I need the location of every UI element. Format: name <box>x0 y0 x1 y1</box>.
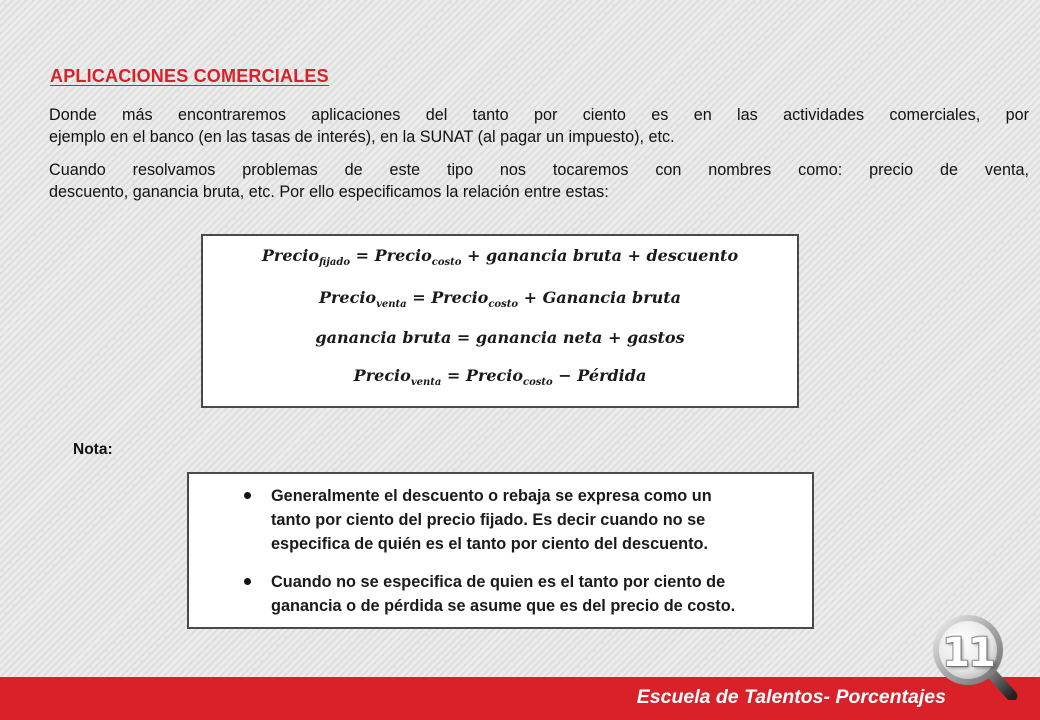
intro-line: Cuando resolvamos problemas de este tipo nos tocaremos con nombres como: precio de venta, <box>49 161 1029 179</box>
bullet-icon <box>244 492 251 499</box>
footer-bar <box>0 677 1040 720</box>
note-item-1 <box>271 484 801 556</box>
section-title: APLICACIONES COMERCIALES <box>50 66 329 86</box>
bullet-icon <box>244 578 251 585</box>
footer-title: Escuela de Talentos- Porcentajes <box>636 686 946 708</box>
note-line: Cuando no se especifica de quien es el tanto por ciento de <box>271 573 726 591</box>
formula-ganancia-bruta: ganancia bruta = ganancia neta + gastos <box>315 328 685 347</box>
page-badge <box>930 612 1018 700</box>
intro-line: descuento, ganancia bruta, etc. Por ello especificamos la relación entre estas: <box>49 183 609 201</box>
note-box <box>187 472 814 629</box>
formula-precio-fijado: Precio$_{fijado}$ = Precio$_{costo}$ + ganancia bruta + descuento <box>261 246 739 268</box>
formula-precio-venta: Precio$_{venta}$ = Precio$_{costo}$ + Ganancia bruta <box>318 288 682 310</box>
note-line: especifica de quién es el tanto por ciento del descuento. <box>271 535 708 553</box>
note-line: Generalmente el descuento o rebaja se expresa como un <box>271 487 712 505</box>
intro-line: Donde más encontraremos aplicaciones del tanto por ciento es en las actividades comerciales, por <box>49 106 1029 124</box>
nota-label: Nota: <box>73 441 113 458</box>
formula-perdida: Precio$_{venta}$ = Precio$_{costo}$ − Pérdida <box>353 366 647 388</box>
note-item-2 <box>271 570 801 618</box>
formula-box <box>201 234 799 408</box>
note-line: ganancia o de pérdida se asume que es del precio de costo. <box>271 597 736 615</box>
note-line: tanto por ciento del precio fijado. Es decir cuando no se <box>271 511 706 529</box>
page-number: 11 <box>942 630 994 676</box>
intro-line: ejemplo en el banco (en las tasas de interés), en la SUNAT (al pagar un impuesto), etc. <box>49 128 675 146</box>
